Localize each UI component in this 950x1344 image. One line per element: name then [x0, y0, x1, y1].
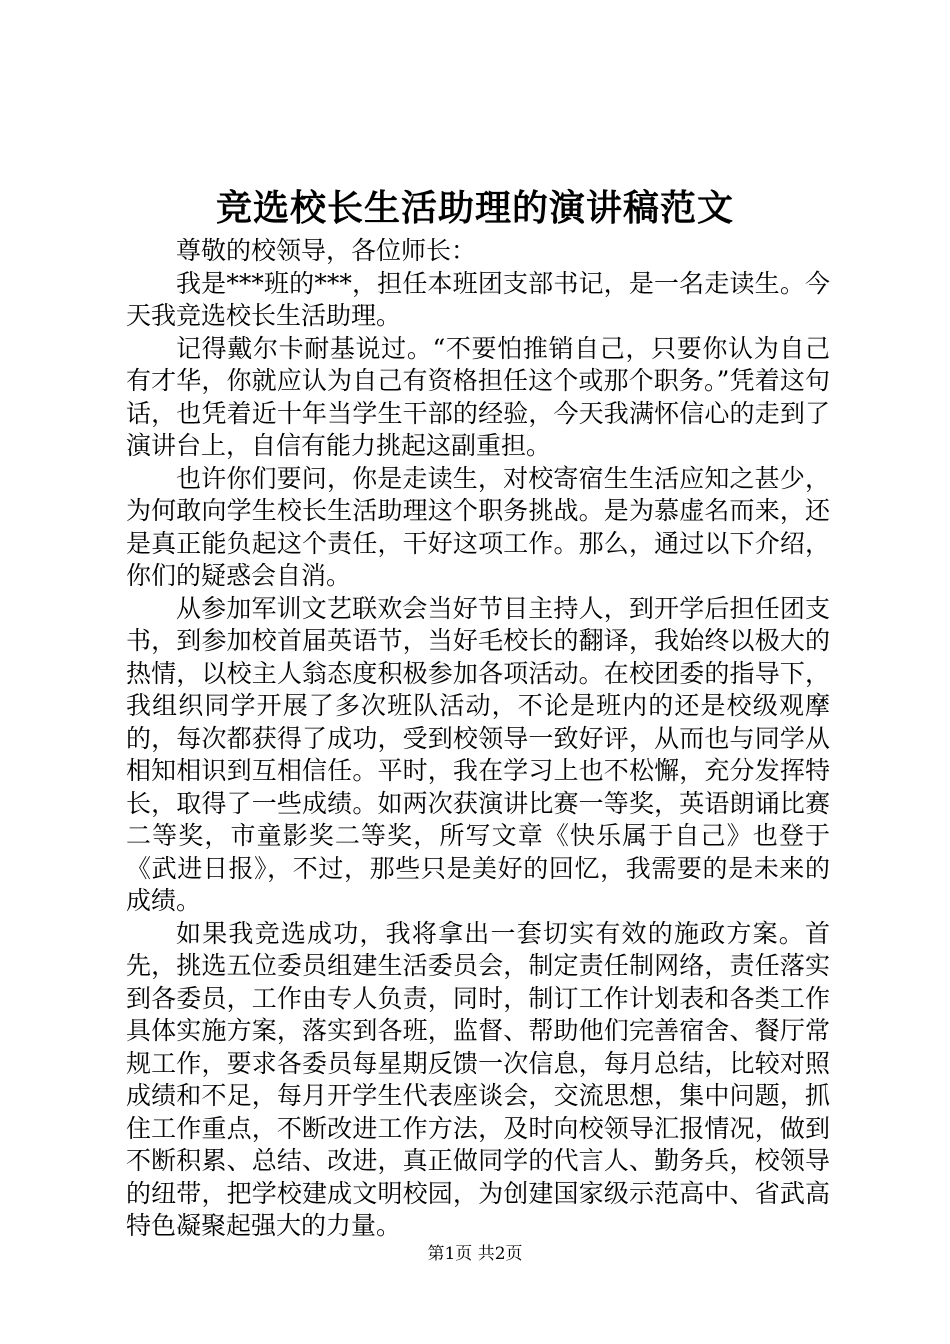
page-footer: 第1页 共2页 — [427, 1244, 523, 1264]
paragraph-salutation: 尊敬的校领导，各位师长： — [176, 236, 477, 265]
paragraph-experience: 从参加军训文艺联欢会当好节目主持人，到开学后担任团支书，到参加校首届英语节，当好毛校长的翻译，我始终以极大的热情，以校主人翁态度积极参加各项活动。在校团委的指导下，我组织同学开展了多次班队活动，不论是班内的还是校级观摩的，每次都获得了成功，受到校领导一致好评，从而也与同学从相知相识到互相信任。平时，我在学习上也不松懈，充分发挥特长，取得了一些成绩。如两次获演讲比赛一等奖，英语朗诵比赛二等奖，市童影奖二等奖，所写文章《快乐属于自己》也登于《武进日报》，不过，那些只是美好的回忆，我需要的是未来的成绩。 — [126, 593, 830, 915]
paragraph-introduction: 我是***班的***，担任本班团支部书记，是一名走读生。今天我竞选校长生活助理。 — [126, 268, 830, 330]
paragraph-question: 也许你们要问，你是走读生，对校寄宿生生活应知之甚少，为何敢向学生校长生活助理这个职务挑战。是为慕虚名而来，还是真正能负起这个责任，干好这项工作。那么，通过以下介绍，你们的疑惑会自消。 — [126, 463, 830, 590]
document-body — [126, 235, 830, 1243]
paragraph-plan: 如果我竞选成功，我将拿出一套切实有效的施政方案。首先，挑选五位委员组建生活委员会，制定责任制网络，责任落实到各委员，工作由专人负责，同时，制订工作计划表和各类工作具体实施方案，落实到各班，监督、帮助他们完善宿舍、餐厅常规工作，要求各委员每星期反馈一次信息，每月总结，比较对照成绩和不足，每月开学生代表座谈会，交流思想，集中问题，抓住工作重点，不断改进工作方法，及时向校领导汇报情况，做到不断积累、总结、改进，真正做同学的代言人、勤务兵，校领导的纽带，把学校建成文明校园，为创建国家级示范高中、省武高特色凝聚起强大的力量。 — [126, 918, 830, 1240]
document-title: 竞选校长生活助理的演讲稿范文 — [215, 187, 734, 229]
paragraph-quote: 记得戴尔卡耐基说过。“不要怕推销自己，只要你认为自己有才华，你就应认为自己有资格担任这个或那个职务。”凭着这句话，也凭着近十年当学生干部的经验，今天我满怀信心的走到了演讲台上，自信有能力挑起这副重担。 — [126, 333, 830, 460]
